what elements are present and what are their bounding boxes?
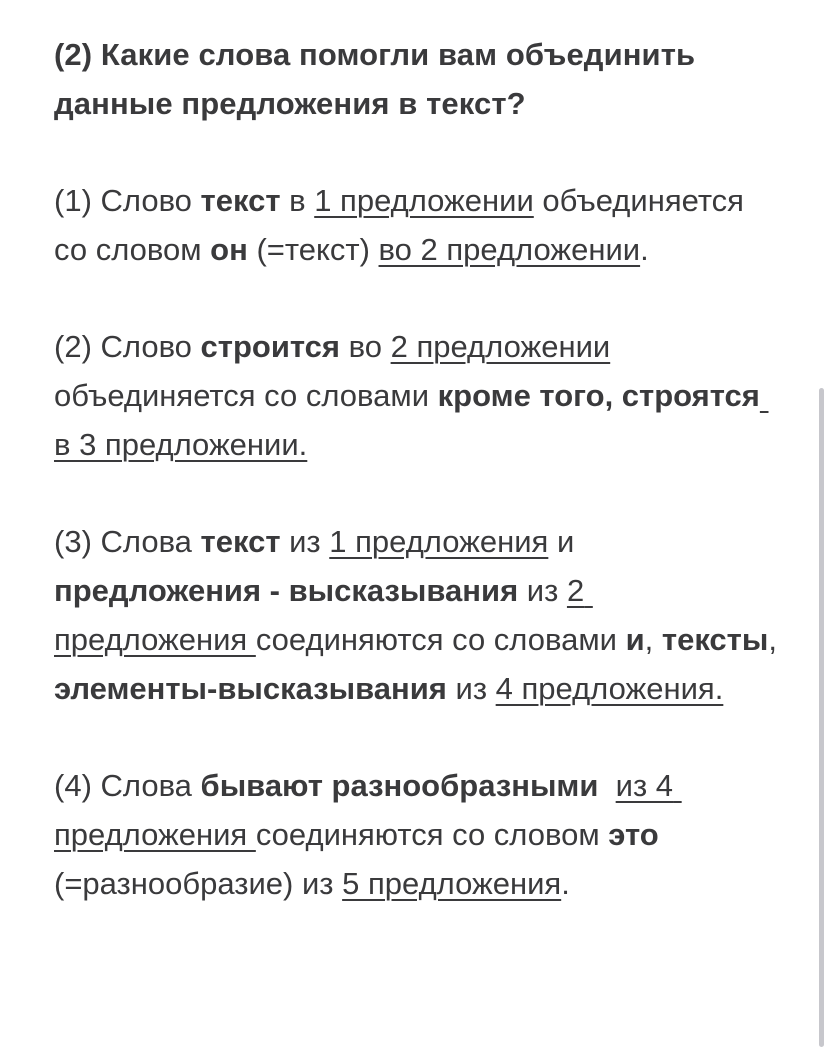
underlined-text: 2 предложения — [54, 573, 593, 657]
scrollbar[interactable] — [819, 388, 824, 1047]
underlined-text: 5 предложения — [342, 866, 562, 901]
answer-paragraph — [54, 761, 784, 908]
answer-paragraph — [54, 176, 784, 274]
bold-text: кроме того, строятся — [437, 378, 760, 413]
question-title: (2) Какие слова помогли вам объединить данные предложения в текст? — [54, 37, 696, 121]
underlined-text: 1 предложения — [329, 524, 549, 559]
text-run: (2) Слово — [54, 329, 201, 364]
answer-paragraph — [54, 517, 784, 713]
text-run: (=текст) — [247, 232, 379, 267]
text-run: во — [340, 329, 391, 364]
answer-list — [54, 176, 784, 908]
text-run: объединяется со словом — [54, 183, 753, 267]
text-run: соединяются со словами — [255, 622, 626, 657]
answer-paragraph — [54, 322, 784, 469]
text-run: соединяются со словом — [255, 817, 609, 852]
bold-text: текст — [200, 524, 281, 559]
text-run: . — [640, 232, 649, 267]
bold-text: строится — [200, 329, 341, 364]
bold-text: он — [210, 232, 248, 267]
text-run: , — [768, 622, 786, 657]
underlined-text: в 3 предложении. — [54, 378, 769, 462]
spacer — [54, 713, 784, 761]
bold-text: текст — [200, 183, 281, 218]
text-run: (4) Слова — [54, 768, 201, 803]
text-run: и — [548, 524, 583, 559]
spacer — [54, 128, 784, 176]
text-run: объединяется со словами — [54, 329, 619, 413]
underlined-text: 1 предложении — [314, 183, 534, 218]
text-run: (1) Слово — [54, 183, 201, 218]
underlined-text: 4 предложения. — [495, 671, 724, 706]
spacer — [54, 469, 784, 517]
underlined-text: во 2 предложении — [378, 232, 641, 267]
document-content — [54, 30, 784, 908]
bold-text: элементы-высказывания — [54, 671, 447, 706]
underlined-text: 2 предложении — [390, 329, 611, 364]
text-run: . — [561, 866, 570, 901]
bold-text: это — [608, 817, 659, 852]
spacer — [54, 274, 784, 322]
underlined-text: из 4 предложения — [54, 768, 682, 852]
bold-text: и — [625, 622, 645, 657]
text-run — [598, 768, 615, 803]
text-run: из — [280, 524, 330, 559]
text-run: в — [280, 183, 315, 218]
text-run: (3) Слова — [54, 524, 201, 559]
text-run: из — [446, 671, 496, 706]
bold-text: бывают разнообразными — [200, 768, 599, 803]
text-run: , — [644, 622, 662, 657]
bold-text: предложения - высказывания — [54, 573, 519, 608]
text-run: (=разнообразие) из — [54, 817, 668, 901]
bold-text: тексты — [661, 622, 769, 657]
text-run: из — [518, 573, 567, 608]
